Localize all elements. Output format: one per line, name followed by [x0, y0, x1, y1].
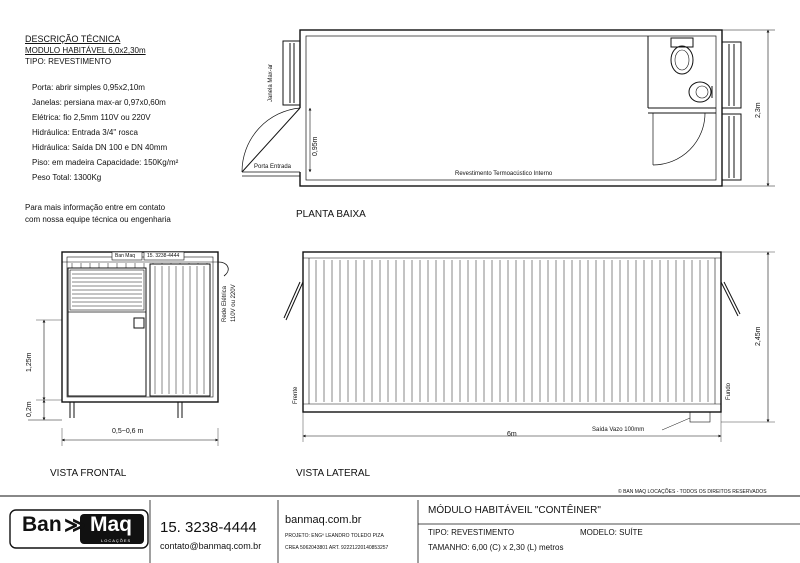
side-front-label: Frente	[293, 386, 299, 404]
right-window-top	[722, 42, 741, 108]
right-window-bottom	[722, 114, 741, 180]
side-window-flap-right	[721, 282, 738, 316]
front-view	[28, 252, 228, 446]
spec-item: Janelas: persiana max-ar 0,97x0,60m	[32, 98, 166, 107]
side-frame	[303, 252, 721, 412]
footer-website[interactable]: banmaq.com.br	[285, 514, 362, 526]
plan-title: PLANTA BAIXA	[296, 209, 366, 220]
side-length-label: 6m	[507, 431, 517, 438]
drain-label: Saída Vazo 100mm	[592, 427, 645, 433]
electric-label: Rede Elétrica	[222, 285, 228, 322]
brand-logo-sub: LOCAÇÕES	[101, 538, 132, 543]
front-base-label: 0,2m	[26, 401, 33, 417]
door-dimension-label: 0,95m	[312, 136, 319, 156]
front-plate-1-text: Ban Maq	[115, 253, 136, 259]
plan-width-label: 2,3m	[755, 102, 762, 118]
footer-crea: CREA 5062043801 ART. 92221220140853257	[285, 545, 389, 551]
footer-size: TAMANHO: 6,00 (C) x 2,30 (L) metros	[428, 543, 564, 552]
footer-type: TIPO: REVESTIMENTO	[428, 528, 515, 537]
spec-item: Hidráulica: Saída DN 100 e DN 40mm	[32, 143, 168, 152]
front-title: VISTA FRONTAL	[50, 468, 127, 479]
electric-cable	[218, 262, 228, 276]
door-handle	[134, 318, 144, 328]
drain-outlet	[690, 412, 710, 422]
brand-logo-left: Ban	[22, 513, 62, 536]
spec-module: MODULO HABITÁVEL 6,0x2,30m	[25, 46, 146, 55]
lining-label: Revestimento Termoacústico Interno	[455, 171, 553, 177]
side-height-label: 2,45m	[755, 326, 762, 346]
footer-model: MODELO: SUÍTE	[580, 528, 643, 537]
spec-item: Piso: em madeira Capacidade: 150Kg/m²	[32, 158, 179, 167]
spec-item: Porta: abrir simples 0,95x2,10m	[32, 83, 145, 92]
spec-contact: com nossa equipe técnica ou engenharia	[25, 215, 171, 224]
spec-contact: Para mais informação entre em contato	[25, 203, 166, 212]
front-plate-2-text: 15. 3238-4444	[147, 253, 180, 259]
side-title: VISTA LATERAL	[296, 468, 371, 479]
left-window	[283, 41, 300, 105]
front-width-label: 0,5~0,6 m	[112, 428, 144, 435]
copyright-note: © BAN MAQ LOCAÇÕES - TODOS OS DIREITOS RESERVADOS	[618, 489, 767, 495]
brand-logo-right: Maq	[90, 513, 132, 536]
bath-door-swing	[653, 113, 705, 165]
footer-phone: 15. 3238-4444	[160, 519, 257, 536]
spec-item: Peso Total: 1300Kg	[32, 173, 102, 182]
footer-project: PROJETO: ENGº LEANDRO TOLEDO PIZA	[285, 533, 384, 539]
side-window-flap-left	[286, 282, 303, 320]
footer-email[interactable]: contato@banmaq.com.br	[160, 541, 262, 551]
side-view	[284, 252, 775, 442]
side-back-label: Fundo	[726, 382, 732, 400]
front-side-panel	[150, 264, 210, 396]
spec-heading: DESCRIÇÃO TÉCNICA	[25, 34, 121, 44]
door-label: Porta Entrada	[254, 164, 292, 170]
front-height-label: 1,25m	[26, 352, 33, 372]
spec-type: TIPO: REVESTIMENTO	[25, 57, 112, 66]
footer-title: MÓDULO HABITÁVEIL "CONTÊINER"	[428, 505, 601, 516]
brand-logo-separator: ≫	[64, 514, 86, 537]
electric-voltage-label: 110V ou 220V	[231, 284, 237, 322]
spec-item: Hidráulica: Entrada 3/4" rosca	[32, 128, 139, 137]
floor-plan	[242, 30, 775, 186]
window-label: Janela Max-ar	[268, 63, 274, 102]
spec-item: Elétrica: fio 2,5mm 110V ou 220V	[32, 113, 151, 122]
